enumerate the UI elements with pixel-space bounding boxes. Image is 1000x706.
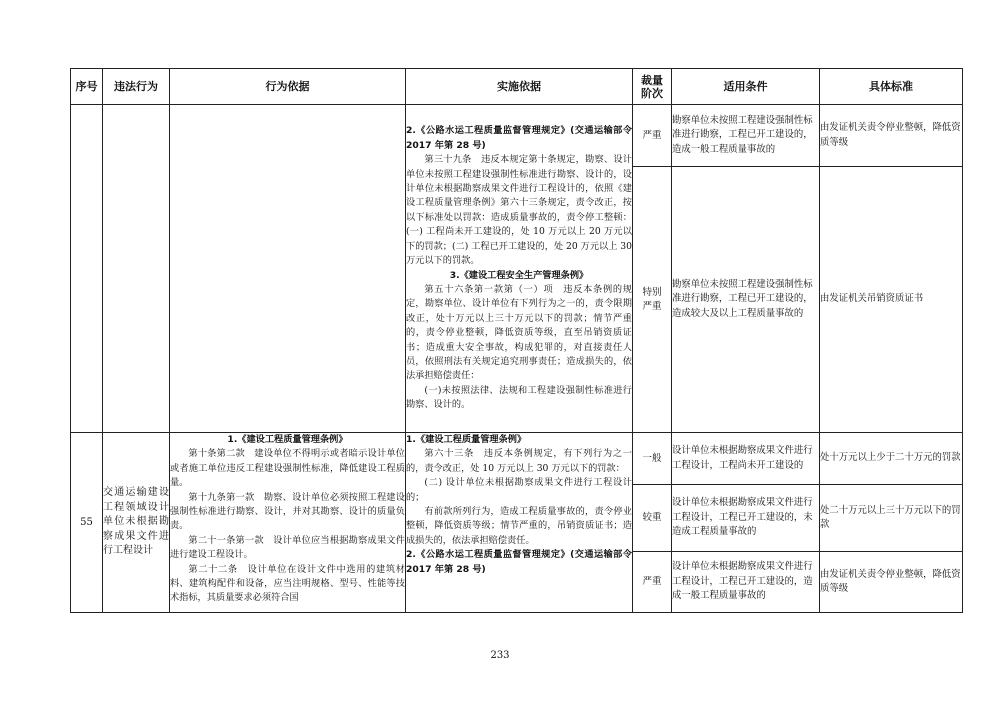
condition-cell: 设计单位未根据勘察成果文件进行工程设计，工程已开工建设的，未造成工程质量事故的	[672, 485, 820, 552]
paragraph: 第二十二条 设计单位在设计文件中选用的建筑材料、建筑构配件和设备，应当注明规格、型号、性能等技术指标，其质量要求必须符合国	[170, 563, 405, 604]
level-cell: 较重	[633, 485, 672, 552]
header-cond: 适用条件	[672, 69, 820, 105]
paragraph: 1.《建设工程质量管理条例》	[227, 434, 348, 445]
header-row	[71, 69, 963, 105]
standard-cell: 由发证机关吊销资质证书	[820, 167, 963, 433]
paragraph: (二) 设计单位未根据勘察成果文件进行工程设计的；	[406, 477, 632, 503]
top-act-cell	[103, 105, 170, 433]
header-act: 违法行为	[103, 69, 170, 105]
paragraph: 3.《建设工程安全生产管理条例》	[449, 269, 589, 281]
basis-cell	[170, 433, 406, 613]
enforcement-table	[70, 68, 963, 613]
condition-cell: 设计单位未根据勘察成果文件进行工程设计，工程已开工建设的，造成一般工程质量事故的	[672, 552, 820, 613]
impl-cell	[406, 433, 633, 613]
standard-cell: 由发证机关责令停业整顿，降低资质等级	[820, 105, 963, 167]
standard-cell: 由发证机关责令停业整顿，降低资质等级	[820, 552, 963, 613]
basis-text	[170, 433, 405, 606]
header-level: 裁量阶次	[633, 69, 672, 105]
header-seq: 序号	[71, 69, 103, 105]
paragraph: 第五十六条第一款第（一）项 违反本条例的规定，勘察单位、设计单位有下列行为之一的，责令限期改正，处十万元以上三十万元以下的罚款；情节严重的，责令停业整顿，降低资质等级，直至吊销资质证书；造成重大安全事故，构成犯罪的，对直接责任人员，依照刑法有关规定追究刑事责任；造成损失的，依法承担赔偿责任：	[406, 283, 632, 382]
top-basis-cell	[170, 105, 406, 433]
top-impl-text	[406, 124, 632, 412]
level-cell: 一般	[633, 433, 672, 485]
paragraph: 有前款所列行为，造成工程质量事故的，责令停业整顿，降低资质等级；情节严重的，吊销资质证书；造成损失的，依法承担赔偿责任。	[406, 506, 632, 546]
paragraph: 2.《公路水运工程质量监督管理规定》(交通运输部令 2017 年第 28 号)	[406, 125, 632, 151]
row-number: 55	[71, 433, 103, 613]
page-number: 233	[490, 650, 510, 661]
paragraph: (一)未按照法律、法规和工程建设强制性标准进行勘察、设计的。	[406, 384, 632, 411]
paragraph: 第十条第二款 建设单位不得明示或者暗示设计单位或者施工单位违反工程建设强制性标准，降低建设工程质量。	[170, 448, 405, 489]
header-std: 具体标准	[820, 69, 963, 105]
level-cell: 严重	[633, 552, 672, 613]
table-row	[71, 433, 963, 485]
impl-text	[406, 433, 632, 577]
standard-cell: 处十万元以上少于二十万元的罚款	[820, 433, 963, 485]
paragraph: 1.《建设工程质量管理条例》	[406, 434, 527, 445]
condition-cell: 设计单位未根据勘察成果文件进行工程设计，工程尚未开工建设的	[672, 433, 820, 485]
paragraph: 第十九条第一款 勘察、设计单位必须按照工程建设强制性标准进行勘察、设计，并对其勘察、设计的质量负责。	[170, 491, 405, 532]
header-basis: 行为依据	[170, 69, 406, 105]
condition-cell: 勘察单位未按照工程建设强制性标准进行勘察，工程已开工建设的，造成较大及以上工程质量事故的	[672, 167, 820, 433]
top-impl-cell	[406, 105, 633, 433]
condition-cell: 勘察单位未按照工程建设强制性标准进行勘察，工程已开工建设的，造成一般工程质量事故的	[672, 105, 820, 167]
level-cell: 特别严重	[633, 167, 672, 433]
paragraph: 第三十九条 违反本规定第十条规定，勘察、设计单位未按照工程建设强制性标准进行勘察、设计的，设计单位未根据勘察成果文件进行工程设计的，依照《建设工程质量管理条例》第六十三条规定，责令改正，按以下标准处以罚款：造成质量事故的，责令停工整顿：(一) 工程尚未开工建设的，处 10 万元以上 20 万元以下的罚款；(二) 工程已开工建设的，处 20 万元以上 30 万元以下的罚款。	[406, 154, 632, 267]
paragraph: 第二十一条第一款 设计单位应当根据勘察成果文件进行建设工程设计。	[170, 534, 405, 561]
paragraph: 第六十三条 违反本条例规定，有下列行为之一的，责令改正，处 10 万元以上 30 万元以下的罚款：	[406, 448, 632, 474]
header-impl: 实施依据	[406, 69, 633, 105]
standard-cell: 处二十万元以上三十万元以下的罚款	[820, 485, 963, 552]
table-row	[71, 105, 963, 167]
violation-cell: 交通运输建设工程领域设计单位未根据勘察成果文件进行工程设计	[103, 433, 170, 613]
top-seq-cell	[71, 105, 103, 433]
level-cell: 严重	[633, 105, 672, 167]
paragraph: 2.《公路水运工程质量监督管理规定》(交通运输部令 2017 年第 28 号)	[406, 549, 632, 575]
